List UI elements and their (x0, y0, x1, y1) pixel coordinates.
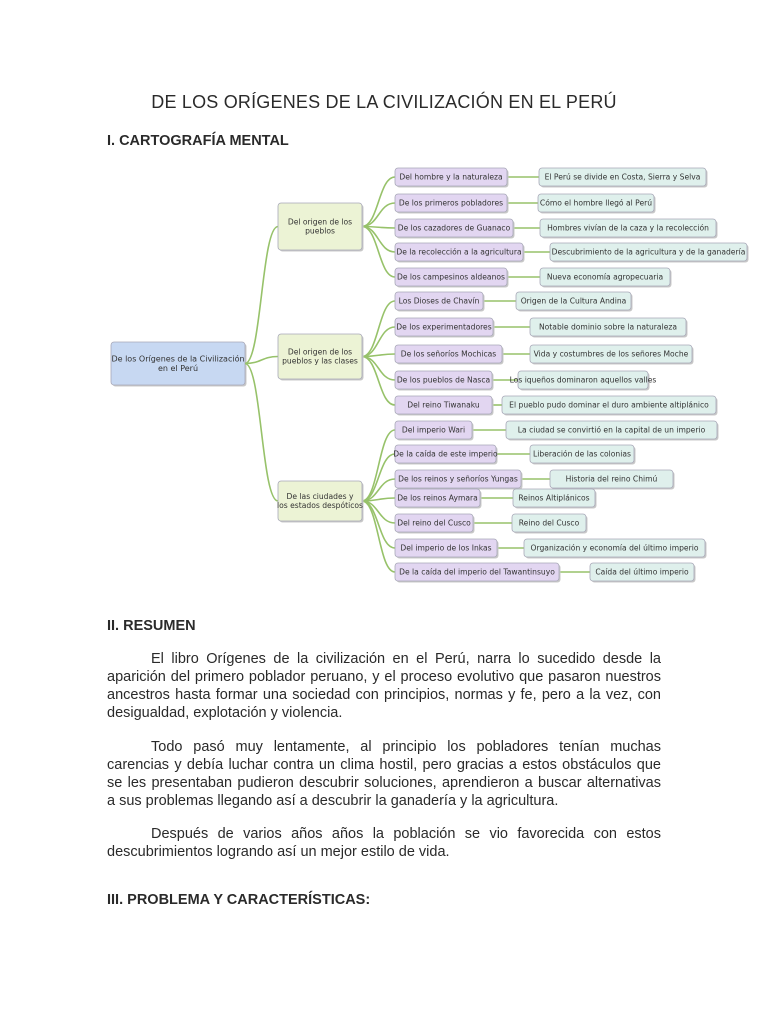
mind-map-topic-text: De la caída del imperio del Tawantinsuyo (399, 567, 555, 577)
mind-map-branch (278, 203, 364, 252)
mind-map-topic (395, 421, 474, 441)
mind-map-detail-text: Notable dominio sobre la naturaleza (538, 322, 678, 332)
mind-map-branch-text: Del origen de los (287, 347, 353, 357)
mind-map-topic-text: Del hombre y la naturaleza (399, 172, 503, 182)
mind-map-detail-text: Reinos Altiplánicos (518, 493, 590, 503)
summary-paragraph-3: Después de varios años años la población se vio favorecida con estos descubrimientos logrando así un mejor estilo de vida. (107, 826, 661, 860)
mind-map-topic (395, 345, 504, 365)
mind-map-topic-text: Del reino Tiwanaku (407, 400, 480, 410)
mind-map-detail (539, 168, 708, 188)
mind-map-topic (395, 268, 509, 288)
mind-map-detail (550, 470, 675, 490)
mind-map-branch (278, 334, 364, 381)
mind-map-detail (550, 243, 749, 263)
mind-map-detail (540, 268, 672, 288)
mind-map-topic (395, 539, 499, 559)
section-heading-resumen: II. RESUMEN (107, 618, 196, 634)
mind-map-detail (512, 514, 588, 534)
mind-map-detail (502, 396, 718, 416)
mind-map-topic-text: De los reinos Aymara (397, 493, 478, 503)
mind-map-detail (538, 194, 656, 214)
mind-map-detail (524, 539, 707, 559)
mind-map-detail-text: Los iqueños dominaron aquellos valles (509, 375, 657, 385)
mind-map-branch-text: Del origen de los (287, 217, 353, 227)
root-connector (245, 364, 278, 502)
mind-map-topic (395, 563, 561, 583)
branch-connector (362, 203, 395, 227)
mind-map-branch-text: pueblos y las clases (282, 356, 358, 366)
section-heading-problema: III. PROBLEMA Y CARACTERÍSTICAS: (107, 892, 371, 908)
root-connector (245, 227, 278, 364)
mind-map-root (111, 342, 247, 387)
mind-map-topic-text: Del imperio de los Inkas (400, 543, 492, 553)
mind-map-detail-text: La ciudad se convirtió en la capital de un imperio (517, 425, 706, 435)
summary-paragraph-2: Todo pasó muy lentamente, al principio los pobladores tenían muchas carencias y debía luchar contra un clima hostil, pero gracias a estos obstáculos que se les presentaban pudieron descubrir soluciones, aprendieron a buscar alternativas a sus problemas llegando así a descubrir la ganadería y la agricultura. (107, 739, 661, 809)
mind-map-topic-text: De los señoríos Mochicas (400, 349, 497, 359)
mind-map-branch-text: los estados despóticos (276, 501, 364, 511)
mind-map-detail-text: Cómo el hombre llegó al Perú (539, 198, 653, 208)
mind-map-topic-text: De los pueblos de Nasca (396, 375, 491, 385)
mind-map-detail-text: Organización y economía del último imperio (530, 543, 699, 553)
mind-map-topic (395, 489, 482, 509)
mind-map-detail-text: El pueblo pudo dominar el duro ambiente altiplánico (509, 400, 709, 410)
mind-map-topic (395, 219, 515, 239)
summary-paragraph-1: El libro Orígenes de la civilización en el Perú, narra lo sucedido desde la aparición del primero poblador peruano, y el proceso evolutivo que pasaron nuestros ancestros hasta formar una sociedad con principios, normas y fe, pero a la vez, con desigualdad, explotación y violencia. (107, 651, 661, 721)
mind-map-topic-text: Los Dioses de Chavín (398, 296, 480, 306)
mind-map-branch (277, 481, 364, 523)
mind-map-detail-text: Origen de la Cultura Andina (520, 296, 627, 306)
section-heading-cartografia: I. CARTOGRAFÍA MENTAL (107, 133, 289, 149)
mind-map-detail (590, 563, 696, 583)
mind-map-detail-text: El Perú se divide en Costa, Sierra y Selva (544, 172, 701, 182)
mind-map-topic-text: De los primeros pobladores (398, 198, 504, 208)
branch-connector (362, 357, 395, 381)
mind-map-topic-text: De los cazadores de Guanaco (397, 223, 511, 233)
mind-map-topic-text: De los experimentadores (396, 322, 492, 332)
branch-connector (362, 227, 395, 253)
mind-map-topic (395, 371, 494, 391)
mind-map-root-text: en el Perú (157, 364, 199, 374)
mind-map-topic (393, 445, 498, 465)
mind-map-branch-text: pueblos (305, 226, 335, 236)
mind-map-topic (395, 292, 485, 312)
mind-map-topic-text: De los reinos y señoríos Yungas (398, 474, 518, 484)
mind-map-topic-text: De la recolección a la agricultura (396, 247, 522, 257)
mind-map-topic (395, 318, 495, 338)
branch-connector (362, 357, 395, 406)
mind-map-topic (395, 194, 509, 214)
mind-map-topic (395, 243, 525, 263)
mind-map-detail (506, 421, 719, 441)
branch-connector (362, 454, 395, 501)
mind-map-detail-text: Hombres vivían de la caza y la recolección (547, 223, 709, 233)
mind-map-detail (530, 445, 636, 465)
mind-map-topic-text: De la caída de este imperio (393, 449, 498, 459)
mind-map-detail (530, 345, 694, 365)
mind-map-detail (510, 371, 657, 391)
mind-map-topic-text: Del imperio Wari (401, 425, 466, 435)
branch-connector (362, 177, 395, 227)
mind-map-detail (530, 318, 688, 338)
mind-map-detail-text: Nueva economía agropecuaria (546, 272, 664, 282)
mind-map-topic (395, 168, 509, 188)
mind-map-topic (395, 514, 475, 534)
mind-map-topic (395, 396, 494, 416)
mind-map-root-text: De los Orígenes de la Civilización (111, 354, 245, 364)
mind-map-topic-text: De los campesinos aldeanos (397, 272, 505, 282)
mind-map-detail-text: Vida y costumbres de los señores Moche (533, 349, 689, 359)
mind-map-detail (516, 292, 633, 312)
mind-map-detail-text: Reino del Cusco (518, 518, 580, 528)
mind-map-detail-text: Liberación de las colonias (533, 449, 631, 459)
mind-map-detail-text: Caída del último imperio (595, 567, 689, 577)
branch-connector (362, 501, 395, 548)
mind-map-topic-text: Del reino del Cusco (397, 518, 471, 528)
mind-map-detail-text: Descubrimiento de la agricultura y de la ganadería (551, 247, 746, 257)
mind-map-detail (513, 489, 597, 509)
page-title: DE LOS ORÍGENES DE LA CIVILIZACIÓN EN EL PERÚ (151, 92, 617, 112)
mind-map-detail (540, 219, 718, 239)
mind-map-topic (395, 470, 523, 490)
mind-map-detail-text: Historia del reino Chimú (565, 474, 658, 484)
mind-map-branch-text: De las ciudades y (286, 492, 354, 502)
